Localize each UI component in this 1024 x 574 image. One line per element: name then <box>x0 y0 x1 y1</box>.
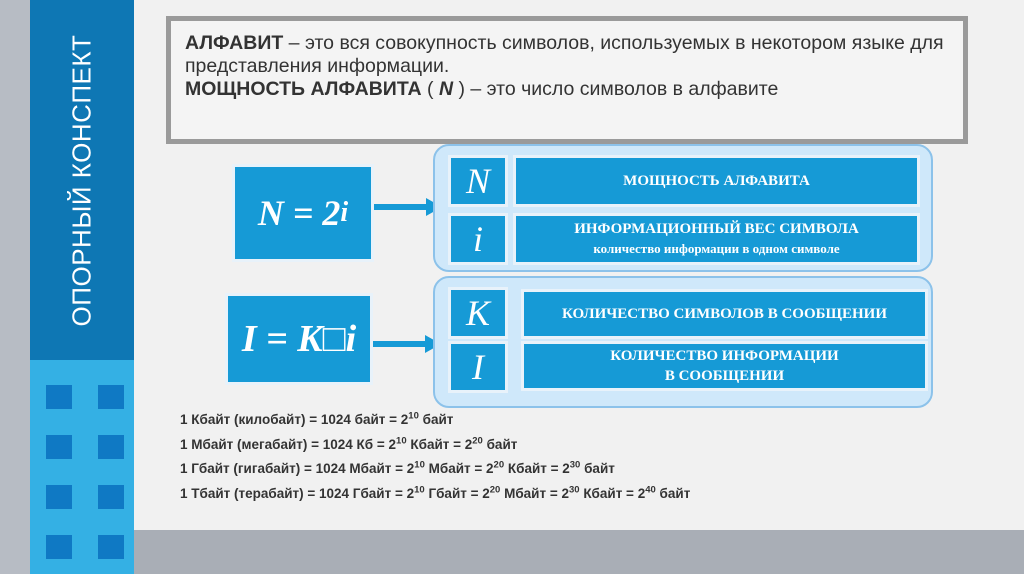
desc-box-info-amount <box>521 341 928 391</box>
unit-exponent: 20 <box>489 484 501 495</box>
decor-square <box>98 385 124 409</box>
sidebar-title-text: ОПОРНЫЙ КОНСПЕКТ <box>66 34 97 326</box>
desc-symbol-count: КОЛИЧЕСТВО СИМВОЛОВ В СООБЩЕНИИ <box>561 306 888 322</box>
desc-box-symbol-count <box>521 289 928 339</box>
unit-exponent: 30 <box>568 484 580 495</box>
unit-exponent: 10 <box>396 435 407 446</box>
unit-text: байт <box>655 485 691 501</box>
unit-text: байт <box>580 461 615 476</box>
decor-square <box>46 385 72 409</box>
unit-conversions <box>180 408 690 506</box>
decor-square <box>46 535 72 559</box>
decor-square <box>98 485 124 509</box>
desc-box-alphabet-power <box>513 155 920 207</box>
unit-exponent: 20 <box>472 435 483 446</box>
decor-square <box>98 535 124 559</box>
desc-box-symbol-weight <box>513 213 920 265</box>
unit-line <box>180 457 690 482</box>
desc-symbol-weight-sub: количество информации в одном символе <box>593 241 840 256</box>
unit-exponent: 10 <box>408 410 419 422</box>
letter-n: N <box>465 161 490 201</box>
desc-alphabet-power: МОЩНОСТЬ АЛФАВИТА <box>623 173 810 189</box>
bottom-bar <box>134 530 1024 574</box>
term-alphabet-power: МОЩНОСТЬ АЛФАВИТА <box>185 78 422 100</box>
unit-text: 1 Гбайт (гигабайт) = 1024 Мбайт = 2 <box>180 461 415 476</box>
unit-text: байт <box>418 412 454 427</box>
unit-line <box>180 408 690 433</box>
unit-text: Гбайт = 2 <box>424 485 490 501</box>
paren-close: ) <box>453 78 465 100</box>
unit-exponent: 30 <box>569 459 581 471</box>
term-alphabet: АЛФАВИТ <box>185 32 284 54</box>
unit-text: Мбайт = 2 <box>424 461 494 476</box>
formula-information-text: I = K□i <box>241 318 357 360</box>
letter-i-upper: I <box>472 347 484 387</box>
letter-box-n <box>448 155 508 207</box>
unit-line <box>180 433 690 458</box>
decor-square <box>98 435 124 459</box>
unit-text: Кбайт = 2 <box>579 485 646 501</box>
unit-exponent: 40 <box>645 484 656 495</box>
definition-alphabet-text: – это вся совокупность символов, используемых в некотором языке для представления информации. <box>185 32 944 77</box>
desc-symbol-weight: ИНФОРМАЦИОННЫЙ ВЕС СИМВОЛА <box>574 221 859 237</box>
sidebar-title <box>30 0 134 360</box>
decor-square <box>46 485 72 509</box>
desc-info-amount-sub: В СООБЩЕНИИ <box>664 368 785 384</box>
definition-box <box>166 16 968 144</box>
unit-exponent: 20 <box>493 459 505 471</box>
letter-box-i-upper <box>448 341 508 393</box>
decor-square <box>46 435 72 459</box>
paren-open: ( <box>421 78 439 100</box>
unit-exponent: 10 <box>414 459 425 471</box>
letter-box-i <box>448 213 508 265</box>
desc-info-amount: КОЛИЧЕСТВО ИНФОРМАЦИИ <box>610 348 839 364</box>
unit-text: 1 Мбайт (мегабайт) = 1024 Кб = 2 <box>180 436 397 452</box>
unit-text: Мбайт = 2 <box>500 485 569 501</box>
letter-k: K <box>465 293 490 333</box>
formula-alphabet-power: N = 2 i <box>232 164 374 262</box>
letter-box-k <box>448 287 508 339</box>
unit-text: 1 Тбайт (терабайт) = 1024 Гбайт = 2 <box>180 485 415 501</box>
unit-text: 1 Кбайт (килобайт) = 1024 байт = 2 <box>180 412 409 427</box>
unit-text: Кбайт = 2 <box>504 461 570 476</box>
unit-exponent: 10 <box>414 484 425 495</box>
definition-power-text: – это число символов в алфавите <box>464 78 779 100</box>
formula-information-amount <box>225 293 373 385</box>
sidebar-edge-strip <box>0 0 30 574</box>
symbol-n: N <box>438 78 454 100</box>
unit-text: байт <box>482 436 518 452</box>
unit-line <box>180 482 690 507</box>
unit-text: Кбайт = 2 <box>406 436 473 452</box>
formula-alphabet-base: N = 2 <box>257 193 341 233</box>
letter-i: i <box>472 219 483 259</box>
